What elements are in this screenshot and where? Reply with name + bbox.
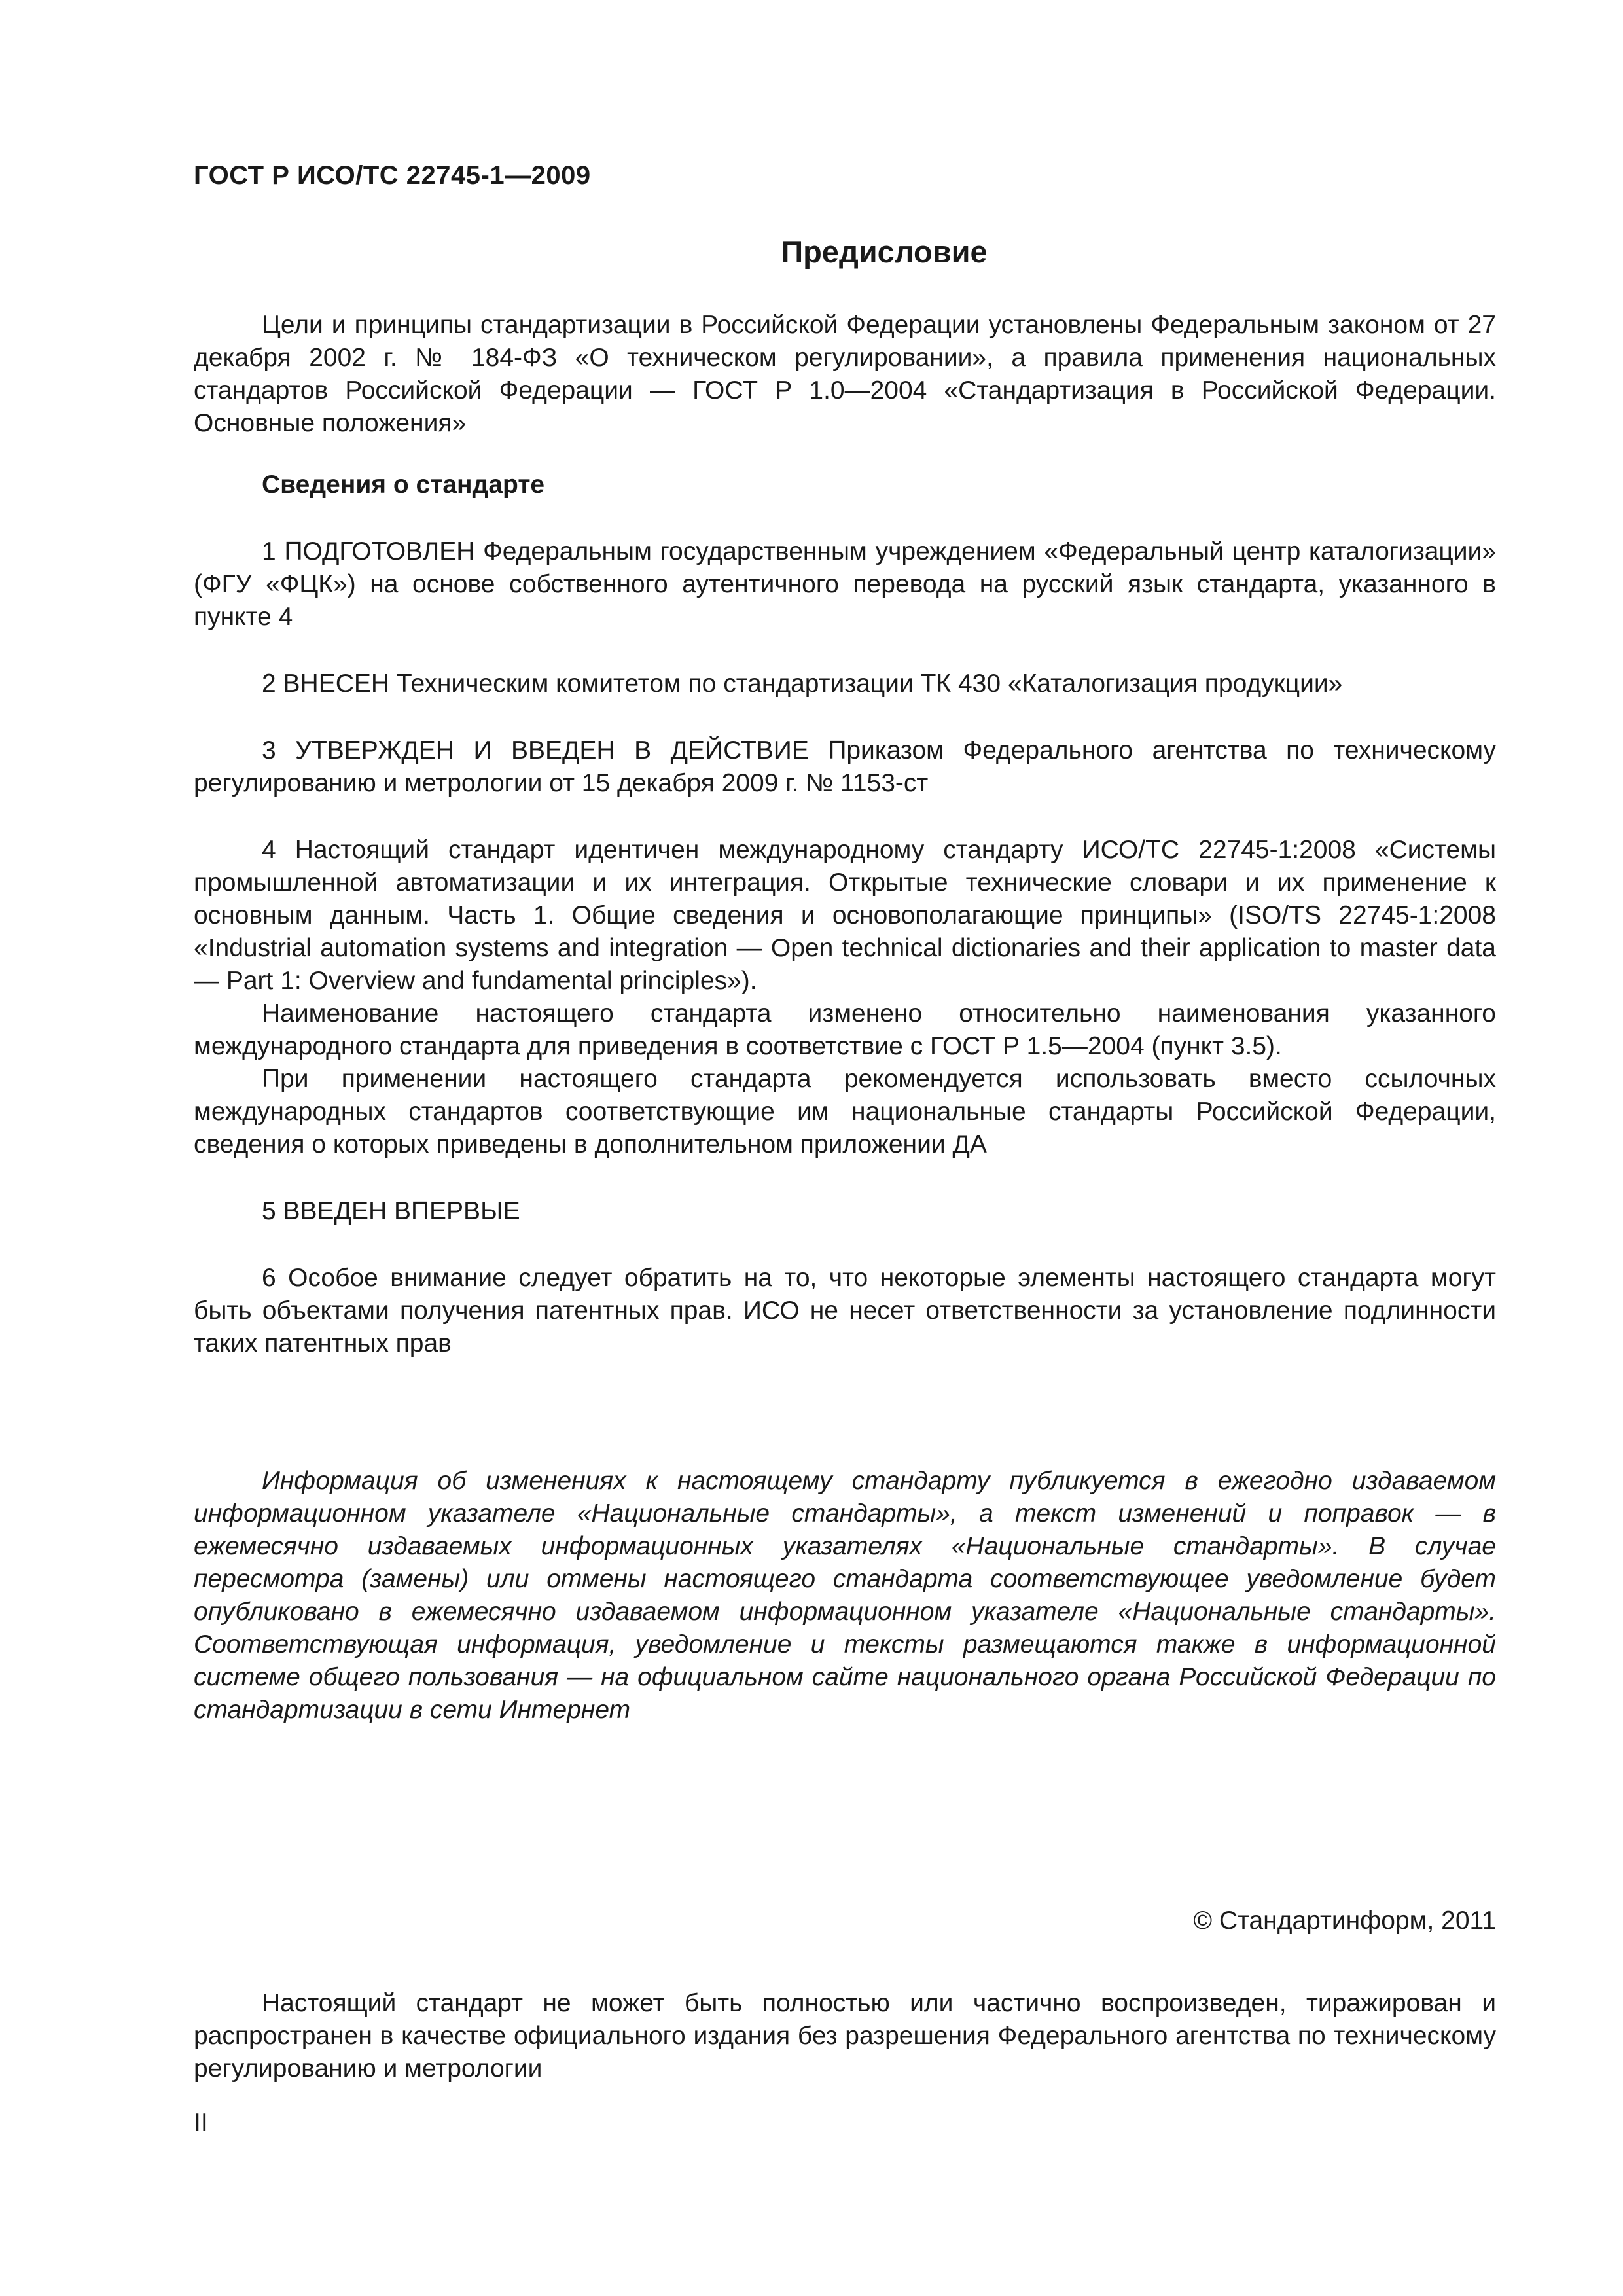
item-1: 1 ПОДГОТОВЛЕН Федеральным государственным учреждением «Федеральный центр каталогизации» (ФГУ «ФЦК») на основе собственного аутентичного перевода на русский язык стандарта, указанного в пункте 4 xyxy=(194,537,1496,631)
item-2: 2 ВНЕСЕН Техническим комитетом по стандартизации ТК 430 «Каталогизация продукции» xyxy=(262,670,1343,698)
intro-paragraph: Цели и принципы стандартизации в Российской Федерации установлены Федеральным законом от 27 декабря 2002 г. № 184-ФЗ «О техническом регулировании», а правила применения национальных стандартов Российской Федерации — ГОСТ Р 1.0—2004 «Стандартизация в Российской Федерации. Основные положения» xyxy=(194,311,1496,437)
page-number: II xyxy=(194,2109,208,2137)
item-3: 3 УТВЕРЖДЕН И ВВЕДЕН В ДЕЙСТВИЕ Приказом Федерального агентства по техническому регулированию и метрологии от 15 декабря 2009 г. № 1153-ст xyxy=(194,736,1496,797)
item-4-paragraph-2: Наименование настоящего стандарта изменено относительно наименования указанного международного стандарта для приведения в соответствие с ГОСТ Р 1.5—2004 (пункт 3.5). xyxy=(194,999,1496,1060)
item-4: 4 Настоящий стандарт идентичен международному стандарту ИСО/ТС 22745-1:2008 «Системы промышленной автоматизации и их интеграция. Открытые технические словари и их применение к основным данным. Часть 1. Общие сведения и основополагающие принципы» (ISO/TS 22745-1:2008 «Industrial automation systems and integration — Open technical dictionaries and their application to master data — Part 1: Overview and fundamental principles»). xyxy=(194,836,1496,995)
page-title: Предисловие xyxy=(781,234,988,269)
copyright-line: © Стандартинформ, 2011 xyxy=(1193,1907,1496,1935)
copyright-notice: Настоящий стандарт не может быть полностью или частично воспроизведен, тиражирован и распространен в качестве официального издания без разрешения Федерального агентства по техническому регулированию и метрологии xyxy=(194,1989,1496,2083)
document-code: ГОСТ Р ИСО/ТС 22745-1—2009 xyxy=(194,161,591,190)
item-5: 5 ВВЕДЕН ВПЕРВЫЕ xyxy=(262,1197,520,1225)
item-6: 6 Особое внимание следует обратить на то, что некоторые элементы настоящего стандарта могут быть объектами получения патентных прав. ИСО не несет ответственности за установление подлинности таких патентных прав xyxy=(194,1264,1496,1357)
info-note: Информация об изменениях к настоящему стандарту публикуется в ежегодно издаваемом информационном указателе «Национальные стандарты», а текст изменений и поправок — в ежемесячно издаваемых информационных указателях «Национальные стандарты». В случае пересмотра (замены) или отмены настоящего стандарта соответствующее уведомление будет опубликовано в ежемесячно издаваемом информационном указателе «Национальные стандарты». Соответствующая информация, уведомление и тексты размещаются также в информационной системе общего пользования — на официальном сайте национального органа Российской Федерации по стандартизации в сети Интернет xyxy=(194,1467,1496,1724)
main-content xyxy=(194,236,1496,2085)
section-subhead: Сведения о стандарте xyxy=(262,471,545,499)
item-4-paragraph-3: При применении настоящего стандарта рекомендуется использовать вместо ссылочных международных стандартов соответствующие им национальные стандарты Российской Федерации, сведения о которых приведены в дополнительном приложении ДА xyxy=(194,1065,1496,1158)
